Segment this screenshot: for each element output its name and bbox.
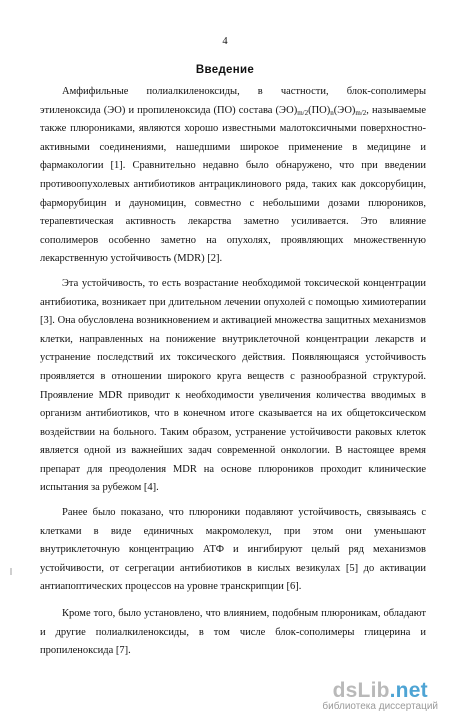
- paragraph-4: Кроме того, было установлено, что влиянием, подобным плюроникам, обладают и другие полиалкиленоксиды, в том числе блок-сополимеры глицерина и пропиленоксида [7].: [40, 608, 426, 657]
- section-heading: Введение: [195, 64, 255, 76]
- formula-po: (ПО): [308, 104, 331, 116]
- formula-eo: (ЭО): [333, 104, 356, 116]
- watermark-logo-accent: .net: [389, 679, 428, 702]
- document-body: [40, 83, 426, 666]
- paragraph-2: Эта устойчивость, то есть возрастание необходимой токсической концентрации антибиотика, возникает при длительном лечении опухолей с помощью химиотерапии [3]. Она обусловлена возникновением и активацией множества защитных механизмов клетки, направленных на понижение внутриклеточной концентрации лекарств и устранение последствий их токсического действия. Появляющаяся устойчивость проявляется в отношении широкого круга веществ с разнообразной структурой. Проявление MDR приводит к необходимости увеличения количества вводимых в организм антибиотиков, что в конечном итоге сказывается на их общетоксическом воздействии на больного. Таким образом, устранение устойчивости раковых клеток является одной из важнейших задач современной онкологии. В настоящее время препарат для преодоления MDR на основе плюроников проходит клинические испытания за рубежом [4].: [40, 277, 426, 494]
- paragraph-3: Ранее было показано, что плюроники подавляют устойчивость, связываясь с клетками в виде единичных макромолекул, при этом они уменьшают внутриклеточную концентрацию АТФ и ингибируют целый ряд механизмов устойчивости, от сегрегации антибиотиков в кислых везикулах [5] до активации антиапоптических процессов на уровне транскрипции [6].: [40, 507, 426, 593]
- watermark-subtitle: библиотека диссертаций: [322, 701, 438, 712]
- paragraph-1: [40, 83, 426, 269]
- subscript-n: n: [330, 108, 334, 117]
- paragraph-1-end: , называемые также плюрониками, являются хорошо известными малотоксичными поверхностно-активными соединениями, нашедшими широкое применение в медицине и фармакологии [1]. Сравнительно недавно было обнаружено, что при введении противоопухолевых антибиотиков антрациклинового ряда, таких как доксорубицин, фарморубицин и дауномицин, совместно с небольшими дозами плюроников, терапевтическая активность лекарства заметно усиливается. Это влияние сополимеров особенно заметно на опухолях, проявляющих множественную лекарственную устойчивость (MDR) [2].: [40, 104, 427, 265]
- subscript-m2-a: m/2: [297, 108, 309, 117]
- watermark-logo-main: dsLib: [332, 679, 390, 702]
- paragraph-1-start: Амфифильные полиалкиленоксиды, в частности, блок-сополимеры этиленоксида (ЭО) и пропиленоксида (ПО) состава (ЭО): [40, 86, 426, 116]
- watermark-logo: [322, 679, 438, 712]
- subscript-m2-b: m/2: [355, 108, 367, 117]
- watermark-logo-text: [322, 679, 438, 703]
- page-number: 4: [222, 36, 228, 47]
- margin-mark: [10, 568, 12, 575]
